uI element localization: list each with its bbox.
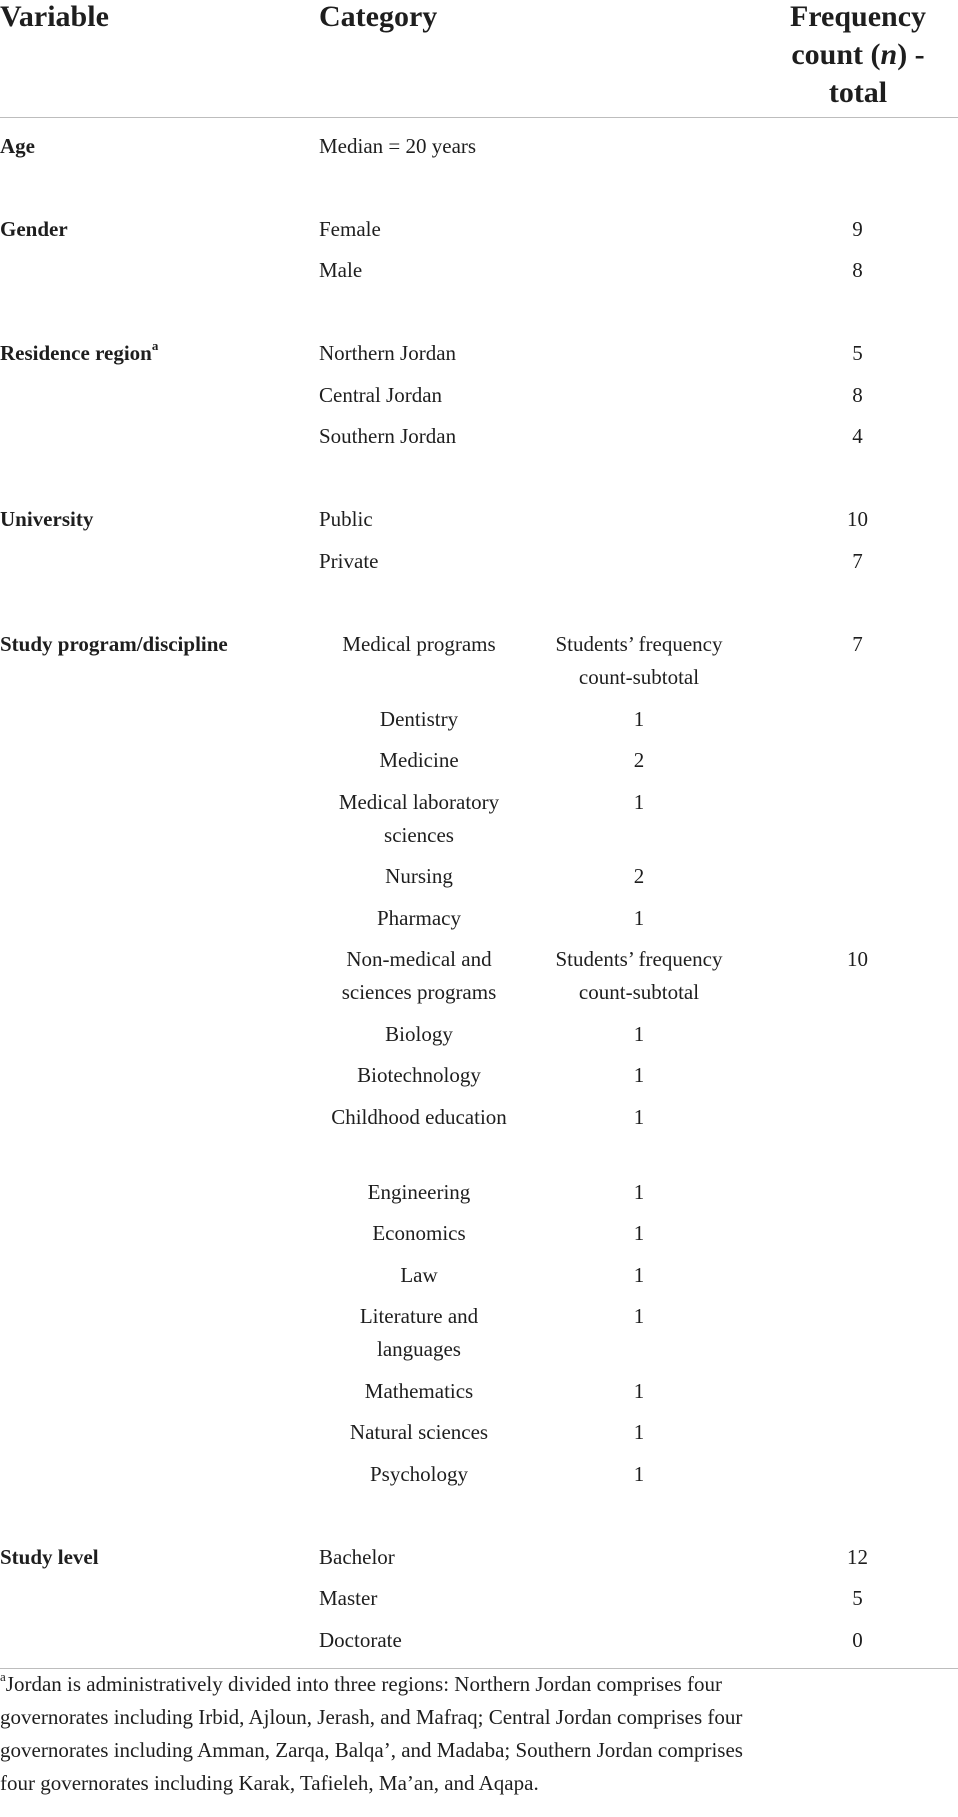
program-mathematics: Mathematics <box>364 1379 474 1403</box>
nonmedical-subtotal-label: Students’ frequency count-subtotal <box>555 947 723 1004</box>
residence-central-count: 8 <box>852 383 863 407</box>
header-frequency-line2: count (n) - <box>791 38 925 71</box>
level-doctorate-count: 0 <box>852 1628 863 1652</box>
residence-south: Southern Jordan <box>319 424 457 448</box>
program-dentistry: Dentistry <box>379 707 459 731</box>
header-divider <box>0 117 958 118</box>
university-private: Private <box>319 549 379 573</box>
program-biotechnology: Biotechnology <box>357 1063 481 1087</box>
level-master: Master <box>319 1586 378 1610</box>
program-medicine: Medicine <box>379 748 459 772</box>
program-engineering-count: 1 <box>633 1180 645 1204</box>
row-gender-variable: Gender <box>0 217 68 241</box>
medical-total-count: 7 <box>852 632 863 656</box>
footnote-line-1: $^a$Jordan is administratively divided into three regions: Northern Jordan comprises four <box>0 1669 722 1696</box>
row-study-program-variable: Study program/discipline <box>0 632 228 656</box>
footnote-line-2: governorates including Irbid, Ajloun, Jerash, and Mafraq; Central Jordan comprises four <box>0 1705 743 1729</box>
program-pharmacy: Pharmacy <box>377 906 461 930</box>
university-public-count: 10 <box>847 507 868 531</box>
program-biology-count: 1 <box>633 1022 645 1046</box>
program-medicine-count: 2 <box>633 748 645 772</box>
row-university-variable: University <box>0 507 94 531</box>
program-psychology: Psychology <box>369 1462 468 1486</box>
residence-north: Northern Jordan <box>319 341 457 365</box>
row-residence-variable: Residence region$^a$ <box>0 338 159 365</box>
gender-female-count: 9 <box>852 217 863 241</box>
program-pharmacy-count: 1 <box>633 906 645 930</box>
program-childhood-education: Childhood education <box>331 1105 507 1129</box>
gender-male-count: 8 <box>852 258 863 282</box>
level-bachelor-count: 12 <box>847 1545 868 1569</box>
university-private-count: 7 <box>852 549 863 573</box>
gender-male: Male <box>319 258 363 282</box>
program-mathematics-count: 1 <box>633 1379 645 1403</box>
program-medical-laboratory-count: 1 <box>633 790 645 814</box>
program-biology: Biology <box>385 1022 453 1046</box>
program-natural-sciences: Natural sciences <box>349 1420 489 1444</box>
program-economics: Economics <box>372 1221 466 1245</box>
row-study-level-variable: Study level <box>0 1545 99 1569</box>
footnote-line-3: governorates including Amman, Zarqa, Balqa’, and Madaba; Southern Jordan comprises <box>0 1738 743 1762</box>
residence-central: Central Jordan <box>319 383 443 407</box>
program-nursing: Nursing <box>385 864 453 888</box>
program-nursing-count: 2 <box>633 864 645 888</box>
header-frequency-line1: Frequency <box>789 0 927 33</box>
level-master-count: 5 <box>852 1586 863 1610</box>
program-biotechnology-count: 1 <box>633 1063 645 1087</box>
medical-programs-label: Medical programs <box>342 632 496 656</box>
header-frequency-line3: total <box>828 76 888 109</box>
program-dentistry-count: 1 <box>633 707 645 731</box>
university-public: Public <box>319 507 373 531</box>
nonmedical-programs-label: Non-medical and sciences programs <box>341 947 497 1004</box>
row-age-category: Median = 20 years <box>319 134 477 158</box>
program-medical-laboratory: Medical laboratory sciences <box>338 790 500 847</box>
program-psychology-count: 1 <box>633 1462 645 1486</box>
program-economics-count: 1 <box>633 1221 645 1245</box>
nonmedical-total-count: 10 <box>847 947 868 971</box>
level-bachelor: Bachelor <box>319 1545 395 1569</box>
level-doctorate: Doctorate <box>319 1628 402 1652</box>
footnote-line-4: four governorates including Karak, Tafieleh, Ma’an, and Aqapa. <box>0 1771 539 1795</box>
program-childhood-education-count: 1 <box>633 1105 645 1129</box>
residence-south-count: 4 <box>852 424 863 448</box>
program-literature-languages-count: 1 <box>633 1304 645 1328</box>
gender-female: Female <box>319 217 381 241</box>
residence-north-count: 5 <box>852 341 863 365</box>
program-engineering: Engineering <box>367 1180 471 1204</box>
row-age-variable: Age <box>0 134 35 158</box>
header-variable: Variable <box>0 0 109 33</box>
program-law-count: 1 <box>633 1263 645 1287</box>
header-frequency <box>740 0 958 112</box>
program-natural-sciences-count: 1 <box>633 1420 645 1444</box>
table-footnote <box>0 1668 958 1800</box>
header-category: Category <box>319 0 438 33</box>
program-law: Law <box>400 1263 438 1287</box>
medical-subtotal-label: Students’ frequency count-subtotal <box>555 632 723 689</box>
program-literature-languages: Literature and languages <box>359 1304 479 1361</box>
